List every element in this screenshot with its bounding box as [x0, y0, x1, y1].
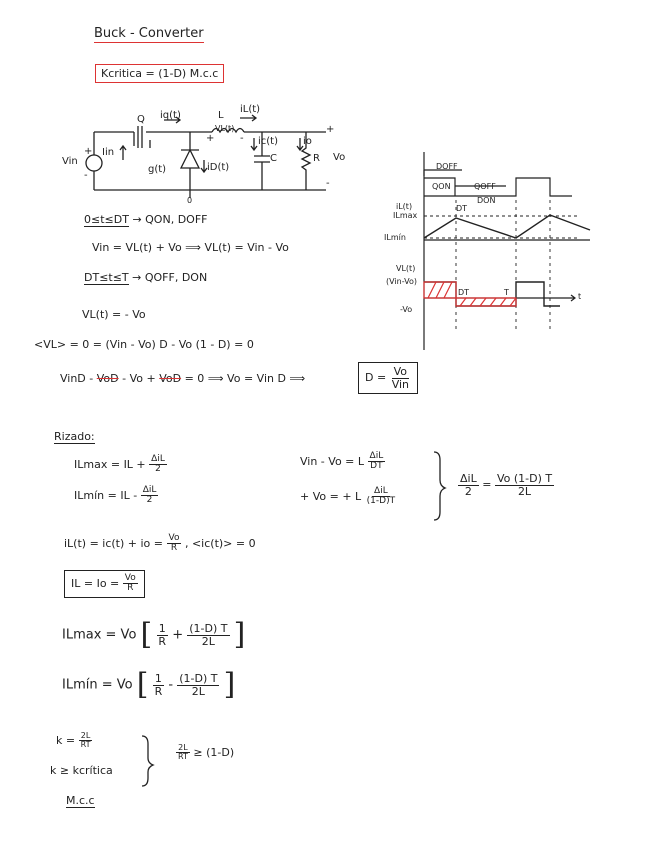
- eq1: Vin = VL(t) + Vo ⟹ VL(t) = Vin - Vo: [92, 241, 289, 254]
- mcc-label: M.c.c: [66, 794, 95, 807]
- eq4-strike2: VoD: [159, 372, 182, 385]
- ilmax2-b-num: (1-D) T: [189, 621, 228, 635]
- duty-num: Vo: [393, 365, 408, 378]
- wf-qoff: QOFF: [474, 182, 496, 191]
- k-result-rhs: ≥ (1-D): [193, 745, 235, 759]
- vin-vo-lhs: Vin - Vo =: [300, 454, 355, 468]
- eq4-left: VinD -: [60, 372, 97, 385]
- plus-vo-lhs: + Vo = + L: [300, 489, 362, 503]
- eq4-right: = 0 ⟹ Vo = Vin D ⟹: [181, 372, 306, 385]
- ilmax-eq: [74, 455, 167, 475]
- wf-minus-vo: -Vo: [400, 305, 413, 314]
- ilmax-rhs: IL +: [123, 457, 146, 471]
- wf-t: T: [504, 288, 509, 297]
- ripple-result-num: ΔiL: [460, 472, 477, 485]
- ilmin-lhs: ILmín =: [74, 488, 117, 502]
- ilmax2-a-den: R: [158, 634, 167, 648]
- il-label: iL(t): [240, 104, 261, 115]
- ripple-result: [458, 473, 554, 497]
- il-eq-tail: , <ic(t)> = 0: [184, 536, 256, 550]
- ilmax2-lhs: ILmax = Vo: [62, 627, 137, 643]
- vo-plus: +: [326, 124, 335, 135]
- ground-label: 0: [187, 196, 193, 205]
- ilmin2-op: -: [168, 677, 174, 693]
- il-box-num: Vo: [124, 573, 136, 583]
- id-label: iD(t): [207, 162, 230, 173]
- ilmin2-b-num: (1-D) T: [179, 671, 218, 685]
- ilmin-eq: [74, 486, 158, 506]
- wf-dt2: DT: [458, 288, 470, 297]
- ripple-result-eq: =: [482, 478, 492, 492]
- ilmin-rhs: IL -: [120, 488, 138, 502]
- ilmax2-a-num: 1: [158, 621, 166, 635]
- c-label: C: [270, 153, 277, 164]
- k-def-num: 2L: [80, 731, 91, 740]
- il-eq-num: Vo: [168, 533, 180, 543]
- vl-minus: -: [240, 133, 244, 144]
- vin-minus: -: [84, 170, 88, 181]
- vl-plus: +: [206, 133, 215, 144]
- wf-dt: DT: [456, 204, 468, 213]
- k-result: [176, 744, 234, 762]
- eq4-strike1: VoD: [96, 372, 119, 385]
- duty-lhs: D =: [365, 371, 387, 385]
- vo-minus: -: [326, 178, 330, 189]
- vin-plus: +: [84, 146, 93, 157]
- eq2: VL(t) = - Vo: [82, 308, 146, 321]
- ilmin2-lhs: ILmín = Vo: [62, 677, 133, 693]
- ilmax2-op: +: [172, 627, 184, 643]
- ripple-result-den: 2: [464, 484, 472, 498]
- k-ineq: k ≥ kcrítica: [50, 764, 113, 777]
- wf-qon: QON: [432, 182, 451, 191]
- ripple-heading: Rizado:: [54, 430, 95, 443]
- state1-cond: 0≤t≤DT: [84, 213, 129, 226]
- eq4: [60, 372, 305, 385]
- vin-vo-l: L: [357, 454, 365, 468]
- ic-label: ic(t): [258, 136, 278, 147]
- vin-vo-den: DT: [370, 461, 383, 472]
- il-eq-lhs: iL(t) = ic(t) + io =: [64, 536, 163, 550]
- vl-label: VL(t): [215, 124, 235, 133]
- k-def: [56, 732, 92, 750]
- ilmin2-a-num: 1: [154, 671, 162, 685]
- vin-label: Vin: [62, 156, 78, 167]
- ripple-result-rnum: Vo (1-D) T: [496, 472, 553, 485]
- k-result-num: 2L: [178, 743, 188, 752]
- state2-cond: DT≤t≤T: [84, 271, 129, 284]
- plus-vo-eq: [300, 487, 397, 507]
- ilmin-frac-den: 2: [146, 495, 153, 506]
- gate-label: g(t): [148, 164, 167, 175]
- duty-den: Vin: [391, 377, 409, 391]
- ilmax2-eq: ILmax = Vo [ $\frac{1}{R}$ + $\frac{(1-D) T}{2L}$ ]: [62, 617, 246, 652]
- eq4-mid: - Vo +: [118, 372, 160, 385]
- wf-ilmin: ILmín: [384, 233, 406, 242]
- wf-don: DON: [477, 196, 496, 205]
- state1-result: → QON, DOFF: [132, 213, 208, 226]
- il-io-box: [64, 570, 145, 598]
- l-label: L: [218, 110, 224, 121]
- duty-cycle-box: [358, 362, 418, 394]
- il-eq: [64, 534, 256, 554]
- wf-vin-vo: (Vin-Vo): [386, 277, 417, 286]
- vo-label: Vo: [333, 152, 346, 163]
- wf-doff: DOFF: [436, 162, 458, 171]
- q-label: Q: [137, 114, 145, 125]
- wf-vl-axis: VL(t): [396, 264, 416, 273]
- ilmax-frac-num: ΔiL: [151, 454, 165, 464]
- ilmax2-b-den: 2L: [201, 634, 215, 648]
- wf-t-axis: t: [578, 292, 582, 301]
- plus-vo-num: ΔiL: [374, 486, 388, 496]
- k-def-den: RT: [80, 740, 91, 750]
- k-def-lhs: k =: [56, 733, 76, 747]
- eq3: <VL> = 0 = (Vin - Vo) D - Vo (1 - D) = 0: [34, 338, 254, 351]
- wf-ilmax: ILmax: [393, 211, 418, 220]
- ilmin2-eq: ILmín = Vo [ $\frac{1}{R}$ - $\frac{(1-D) T}{2L}$ ]: [62, 667, 236, 702]
- ilmax-frac-den: 2: [155, 464, 161, 475]
- k-result-den: RT: [178, 752, 188, 762]
- ilmax-lhs: ILmax =: [74, 457, 121, 471]
- kcritica-box: Kcritica = (1-D) M.c.c: [95, 64, 224, 83]
- vin-vo-eq: [300, 452, 385, 472]
- iin-label: Iin: [102, 147, 115, 158]
- iq-label: iq(t): [160, 110, 181, 121]
- il-eq-den: R: [170, 543, 178, 554]
- plus-vo-den: (1-D)T: [366, 496, 396, 507]
- il-box-lhs: IL = Io =: [71, 576, 120, 590]
- r-label: R: [313, 153, 320, 164]
- ilmin-frac-num: ΔiL: [142, 485, 157, 495]
- wf-il-axis: iL(t): [396, 202, 413, 211]
- state2-result: → QOFF, DON: [132, 271, 208, 284]
- ripple-result-rden: 2L: [517, 484, 532, 498]
- ilmin2-a-den: R: [154, 684, 163, 698]
- il-box-den: R: [127, 583, 134, 594]
- ilmin2-b-den: 2L: [191, 684, 205, 698]
- page-title: Buck - Converter: [94, 26, 204, 41]
- vin-vo-num: ΔiL: [369, 451, 384, 461]
- state2: [84, 271, 207, 284]
- state1: [84, 213, 207, 226]
- io-label: io: [303, 136, 312, 147]
